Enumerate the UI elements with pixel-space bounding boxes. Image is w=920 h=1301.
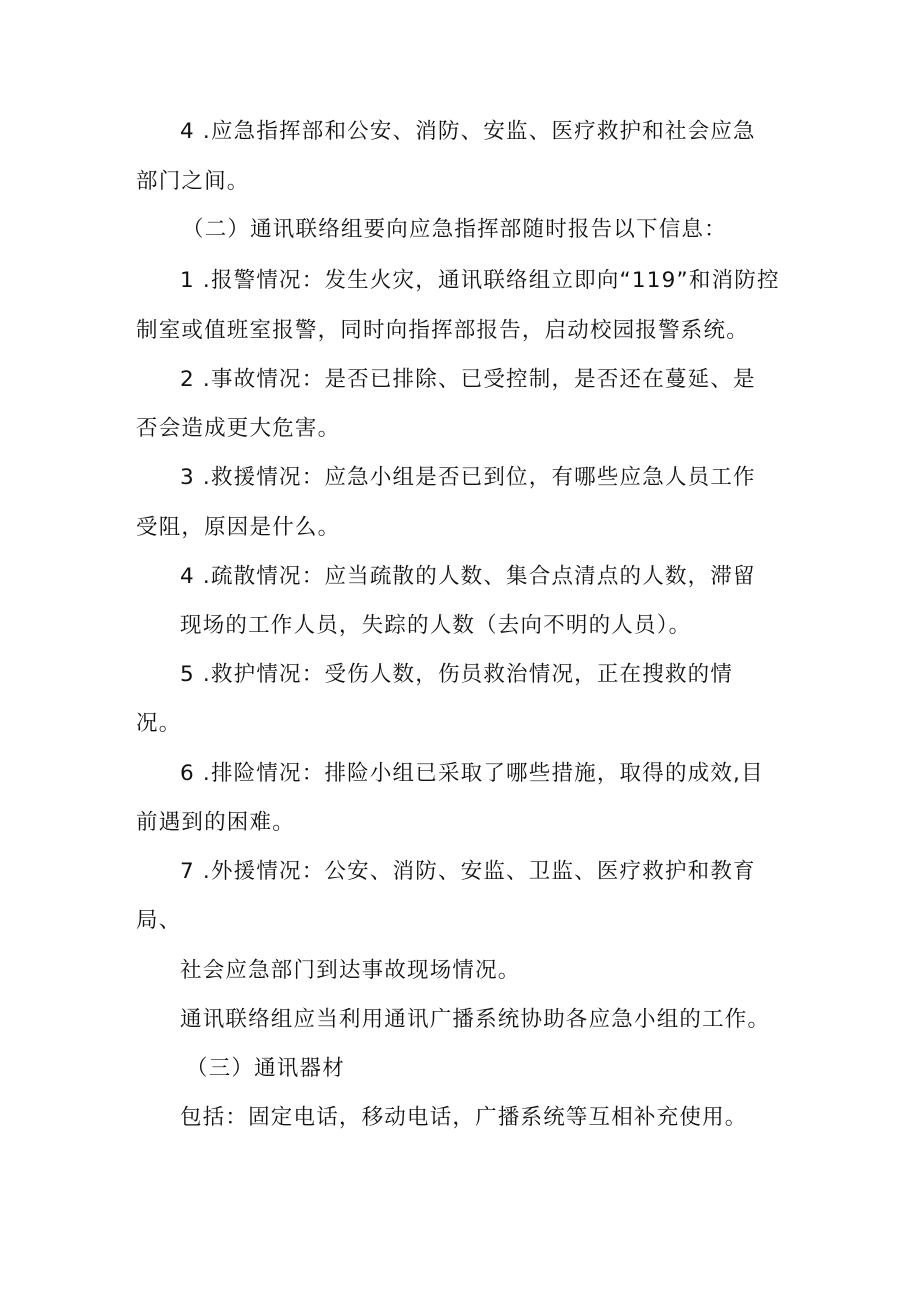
text-line: 3 .救援情况：应急小组是否已到位，有哪些应急人员工作 xyxy=(180,465,756,490)
text-line: 制室或值班室报警，同时向指挥部报告，启动校园报警系统。 xyxy=(136,318,749,343)
text-line: 社会应急部门到达事故现场情况。 xyxy=(180,958,521,983)
text-line: 通讯联络组应当利用通讯广播系统协助各应急小组的工作。 xyxy=(180,1007,771,1032)
text-line: 5 .救护情况：受伤人数，伤员救治情况，正在搜救的情 xyxy=(180,662,734,687)
text-line: 1 .报警情况：发生火灾，通讯联络组立即向“119”和消防控 xyxy=(180,268,780,293)
text-line: 否会造成更大危害。 xyxy=(136,416,341,441)
text-line: 7 .外援情况：公安、消防、安监、卫监、医疗救护和教育 xyxy=(180,859,756,884)
text-line: 局、 xyxy=(136,908,182,933)
text-line: 部门之间。 xyxy=(136,169,250,194)
text-line: 4 .疏散情况：应当疏散的人数、集合点清点的人数，滞留 xyxy=(180,564,756,589)
text-line: 前遇到的困难。 xyxy=(136,810,295,835)
text-line: 包括：固定电话，移动电话，广播系统等互相补充使用。 xyxy=(180,1105,748,1130)
section-heading: （二）通讯联络组要向应急指挥部随时报告以下信息： xyxy=(182,217,727,242)
text-line: 4 .应急指挥部和公安、消防、安监、医疗救护和社会应急 xyxy=(180,119,756,144)
text-line: 现场的工作人员，失踪的人数（去向不明的人员）。 xyxy=(180,613,692,638)
text-line: 2 .事故情况：是否已排除、已受控制，是否还在蔓延、是 xyxy=(180,367,756,392)
text-line: 6 .排险情况：排险小组已采取了哪些措施，取得的成效,目 xyxy=(180,761,764,786)
text-line: 况。 xyxy=(136,711,182,736)
section-heading: （三）通讯器材 xyxy=(186,1056,345,1081)
text-line: 受阻，原因是什么。 xyxy=(136,515,341,540)
